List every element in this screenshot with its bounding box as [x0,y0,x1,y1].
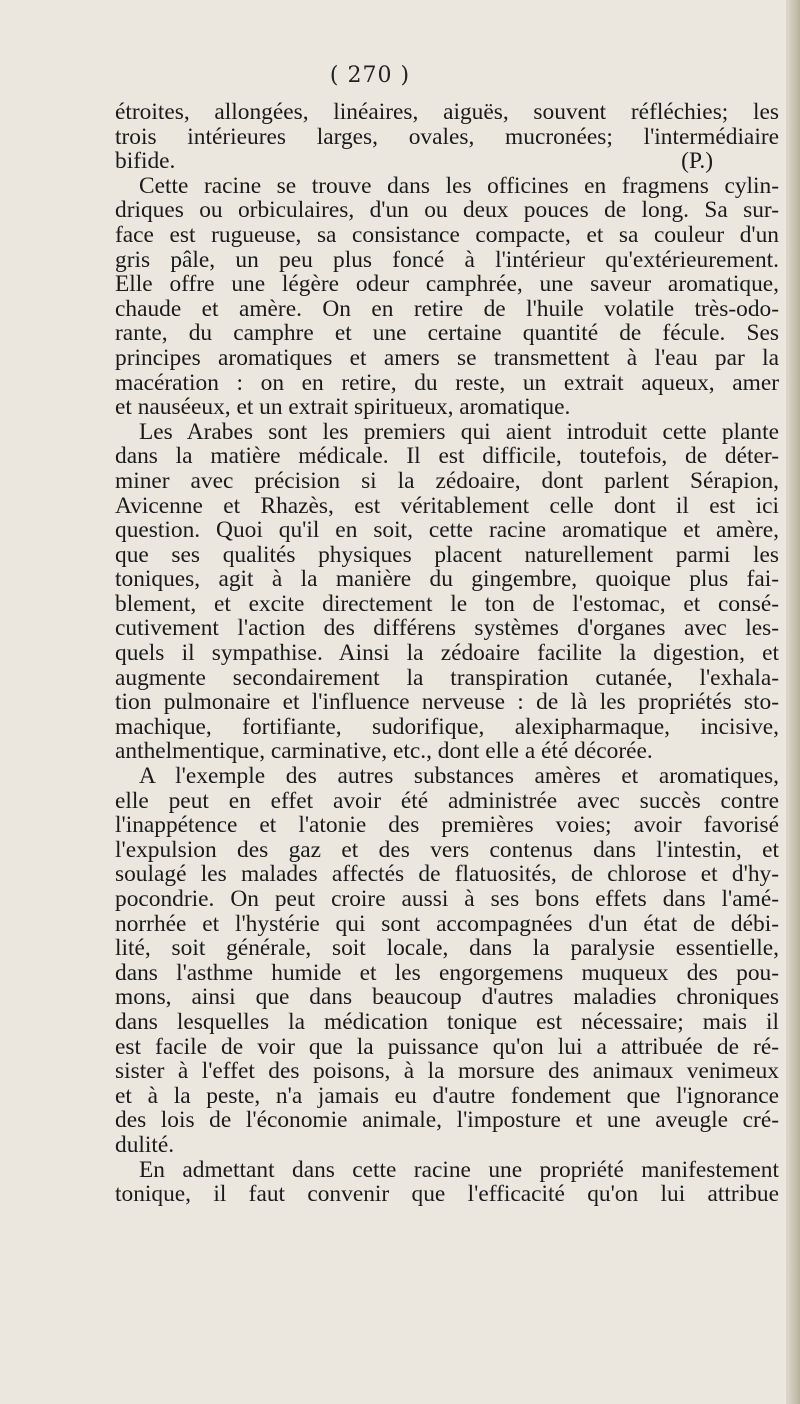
author-signature: (P.) [681,148,713,175]
text-line: est facile de voir que la puissance qu'on lui a attribuée de ré- [115,1033,779,1060]
text-line: sister à l'effet des poisons, à la morsure des animaux venimeux [115,1058,779,1085]
paragraph [115,420,779,764]
paragraph [115,100,779,174]
text-line: chaude et amère. On en retire de l'huile volatile très-odo- [115,295,779,322]
text-line: face est rugueuse, sa consistance compacte, et sa couleur d'un [115,221,779,248]
text-line: l'inappétence et l'atonie des premières voies; avoir favorisé [115,812,779,839]
text-line: Elle offre une légère odeur camphrée, une saveur aromatique, [115,271,779,298]
page-edge [786,0,800,1404]
text-line: principes aromatiques et amers se transmettent à l'eau par la [115,344,779,371]
text-line: rante, du camphre et une certaine quantité de fécule. Ses [115,320,779,347]
text-line: machique, fortifiante, sudorifique, alexipharmaque, incisive, [115,713,779,740]
text-line: étroites, allongées, linéaires, aiguës, souvent réfléchies; les [115,99,779,125]
text-line: soulagé les malades affectés de flatuosités, de chlorose et d'hy- [115,861,779,888]
body-text [115,100,779,1207]
text-line: macération : on en retire, du reste, un extrait aqueux, amer [115,369,779,396]
text-line: toniques, agit à la manière du gingembre, quoique plus fai- [115,566,779,593]
text-line: tonique, il faut convenir que l'efficacité qu'on lui attribue [115,1181,779,1208]
text-line: dulité. [115,1131,175,1158]
text-line: et nauséeux, et un extrait spiritueux, aromatique. [115,394,571,421]
text-line: augmente secondairement la transpiration cutanée, l'exhala- [115,664,779,691]
text-line: anthelmentique, carminative, etc., dont elle a été décorée. [115,738,653,765]
text-line: des lois de l'économie animale, l'imposture et une aveugle cré- [115,1107,779,1134]
paragraph [115,1158,779,1207]
text-line: cutivement l'action des différens systèmes d'organes avec les- [115,615,779,642]
text-line [115,149,779,174]
text-line: dans la matière médicale. Il est difficile, toutefois, de déter- [115,443,779,470]
text-line: Cette racine se trouve dans les officines en fragmens cylin- [139,172,779,199]
text-line: quels il sympathise. Ainsi la zédoaire facilite la digestion, et [115,640,779,667]
text-line: et à la peste, n'a jamais eu d'autre fondement que l'ignorance [115,1082,779,1109]
text-line: elle peut en effet avoir été administrée avec succès contre [115,787,779,814]
text-line: pocondrie. On peut croire aussi à ses bons effets dans l'amé- [115,886,779,912]
text-line: A l'exemple des autres substances amères et aromatiques, [139,763,779,790]
text-line: miner avec précision si la zédoaire, dont parlent Sérapion, [115,467,779,494]
paragraph [115,174,779,420]
text-line: blement, et excite directement le ton de l'estomac, et consé- [115,590,779,617]
text-line: tion pulmonaire et l'influence nerveuse : de là les propriétés sto- [115,689,779,716]
text-line: gris pâle, un peu plus foncé à l'intérieur qu'extérieurement. [115,246,779,273]
text-line: que ses qualités physiques placent naturellement parmi les [115,541,779,568]
text-line: norrhée et l'hystérie qui sont accompagnées d'un état de débi- [115,910,779,937]
text-line: lité, soit générale, soit locale, dans la paralysie essentielle, [115,935,779,962]
paragraph [115,764,779,1158]
text-line: mons, ainsi que dans beaucoup d'autres maladies chroniques [115,984,779,1011]
text-line: driques ou orbiculaires, d'un ou deux pouces de long. Sa sur- [115,197,779,224]
page-number: ( 270 ) [329,63,411,88]
text-line: Avicenne et Rhazès, est véritablement celle dont il est ici [115,492,779,519]
text-line: l'expulsion des gaz et des vers contenus dans l'intestin, et [115,836,779,863]
text-line: question. Quoi qu'il en soit, cette racine aromatique et amère, [115,517,779,544]
text-line-content: bifide. [115,148,176,175]
text-line: En admettant dans cette racine une propriété manifestement [139,1156,779,1183]
text-line: dans lesquelles la médication tonique est nécessaire; mais il [115,1008,779,1035]
text-line: Les Arabes sont les premiers qui aient introduit cette plante [139,418,779,445]
text-line: trois intérieures larges, ovales, mucronées; l'intermédiaire [115,123,779,150]
text-line: dans l'asthme humide et les engorgemens muqueux des pou- [115,959,779,986]
